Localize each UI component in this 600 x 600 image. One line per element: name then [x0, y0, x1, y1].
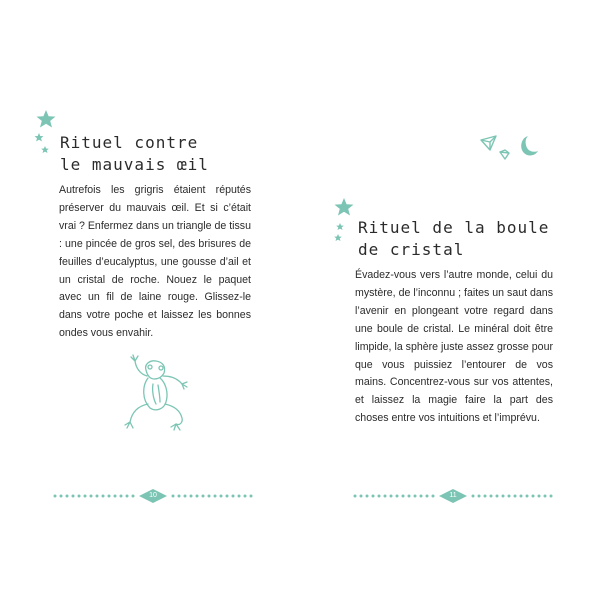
ritual-title [60, 132, 209, 176]
page-number: 10 [149, 492, 157, 499]
title-line: Rituel de la boule [358, 218, 550, 237]
ritual-paragraph: Évadez-vous vers l’autre monde, celui du mystère, de l’inconnu ; faites un saut dans l’avenir en plongeant votre regard dans une boule de cristal. Le minéral doit être limpide, la sphère juste assez grosse pour que vous puissiez l’entourer de vos mains. Concentrez-vous sur vos attentes, et laissez la magie faire la part des choses entre vos intuitions et l’imprévu. [355, 269, 553, 425]
ritual-paragraph: Autrefois les grigris étaient réputés préserver du mauvais œil. Et si c’était vrai ? Enfermez dans un triangle de tissu : une pincée de gros sel, des brisures de feuilles d’eucalyptus, une gousse d’ail et un cristal de roche. Nouez le paquet avec un fil de laine rouge. Glissez-le dans votre poche et laissez les bonnes ondes vous envahir. [59, 184, 251, 340]
title-line: le mauvais œil [60, 155, 209, 174]
page-folio [353, 488, 553, 504]
stars-icon [32, 108, 62, 160]
stars-icon [330, 196, 360, 248]
right-page [300, 0, 600, 600]
page-number: 11 [449, 492, 457, 499]
page-folio [53, 488, 253, 504]
title-line: de cristal [358, 240, 465, 259]
moon-crystals-icon [478, 132, 548, 162]
ritual-title [358, 217, 549, 261]
frog-icon [120, 352, 192, 434]
title-line: Rituel contre [60, 133, 199, 152]
